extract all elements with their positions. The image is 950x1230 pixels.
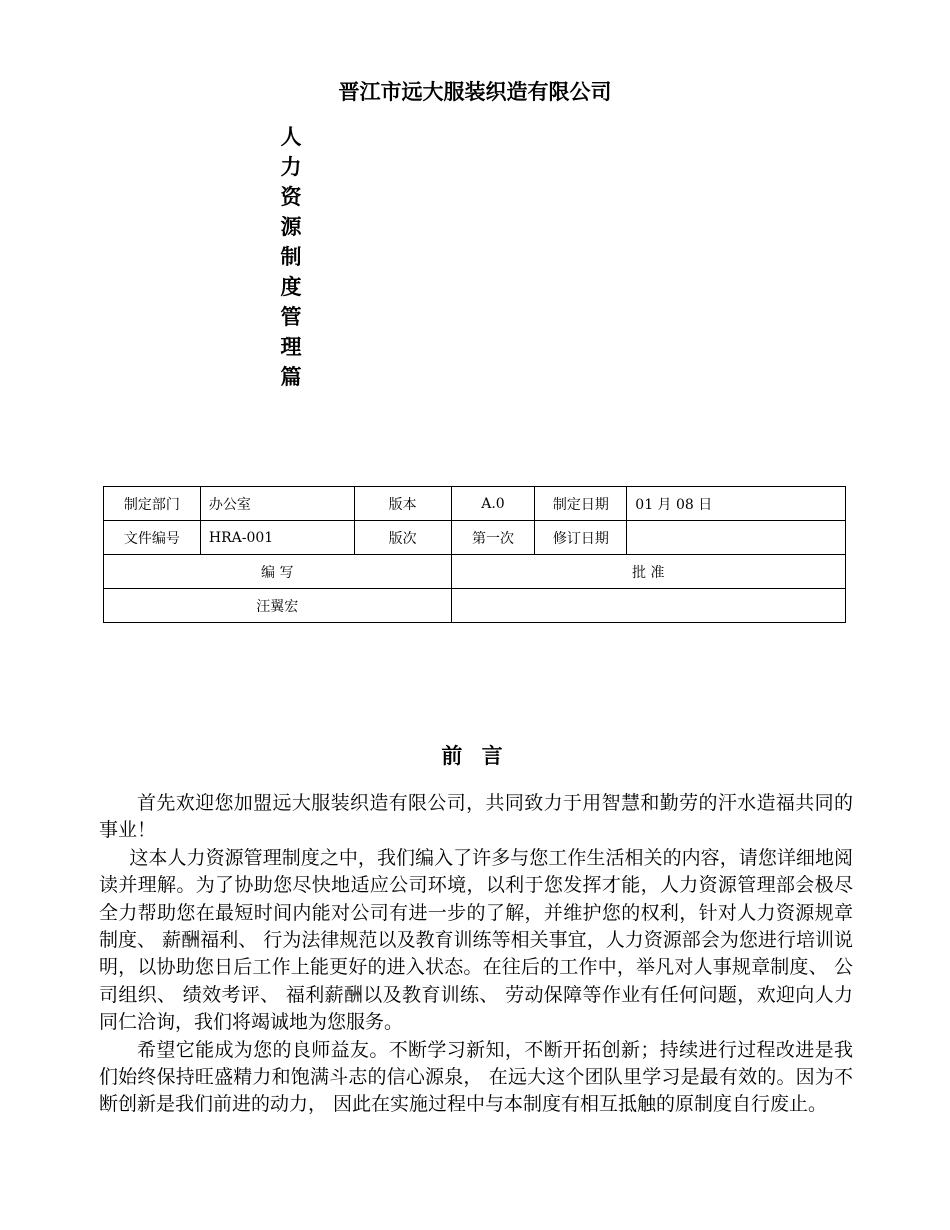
approver-name [451,589,845,623]
edition-label: 版次 [354,521,451,555]
table-row [104,589,846,623]
file-no-value: HRA-001 [200,521,354,555]
author-name: 汪翼宏 [104,589,452,623]
title-char: 度 [280,275,302,299]
title-char: 管 [280,305,302,329]
approve-header: 批 准 [451,555,845,589]
revision-value [627,521,846,555]
document-info-table [103,486,846,623]
author-header: 编 写 [104,555,452,589]
version-label: 版本 [354,487,451,521]
version-value: A.0 [451,487,535,521]
dept-value: 办公室 [200,487,354,521]
preface-paragraph: 这本人力资源管理制度之中，我们编入了许多与您工作生活相关的内容，请您详细地阅读并理解。为了协助您尽快地适应公司环境，以利于您发挥才能，人力资源管理部会极尽全力帮助您在最短时间内能对公司有进一步的了解，并维护您的权利，针对人力资源规章制度、 薪酬福利、 行为法律规范以及教育训练等相关事宜，人力资源部会为您进行培训说明，以协助您日后工作上能更好的进入状态。在往后的工作中，举凡对人事规章制度、 公司组织、 绩效考评、 福利薪酬以及教育训练、 劳动保障等作业有任何问题，欢迎向人力同仁洽询，我们将竭诚地为您服务。 [99,846,853,1034]
title-char: 资 [280,185,302,209]
title-char: 理 [280,335,302,359]
table-row [104,487,846,521]
date-label: 制定日期 [535,487,627,521]
preface-body [99,790,853,1119]
revision-label: 修订日期 [535,521,627,555]
preface-paragraph: 希望它能成为您的良师益友。不断学习新知，不断开拓创新；持续进行过程改进是我们始终保持旺盛精力和饱满斗志的信心源泉， 在远大这个团队里学习是最有效的。因为不断创新是我们前进的动力， 因此在实施过程中与本制度有相互抵触的原制度自行废止。 [99,1038,853,1116]
dept-label: 制定部门 [104,487,201,521]
company-name: 晋江市远大服装织造有限公司 [338,80,612,104]
title-char: 人 [280,125,302,149]
title-char: 制 [280,245,302,269]
title-char: 力 [280,155,302,179]
preface-title: 前 言 [441,744,509,768]
edition-value: 第一次 [451,521,535,555]
preface-paragraph: 首先欢迎您加盟远大服装织造有限公司，共同致力于用智慧和勤劳的汗水造福共同的事业！ [99,792,853,842]
file-no-label: 文件编号 [104,521,201,555]
title-char: 源 [280,215,302,239]
table-row [104,555,846,589]
table-row [104,521,846,555]
title-char: 篇 [280,365,302,389]
document-title-vertical [276,122,306,392]
date-value: 01 月 08 日 [627,487,846,521]
